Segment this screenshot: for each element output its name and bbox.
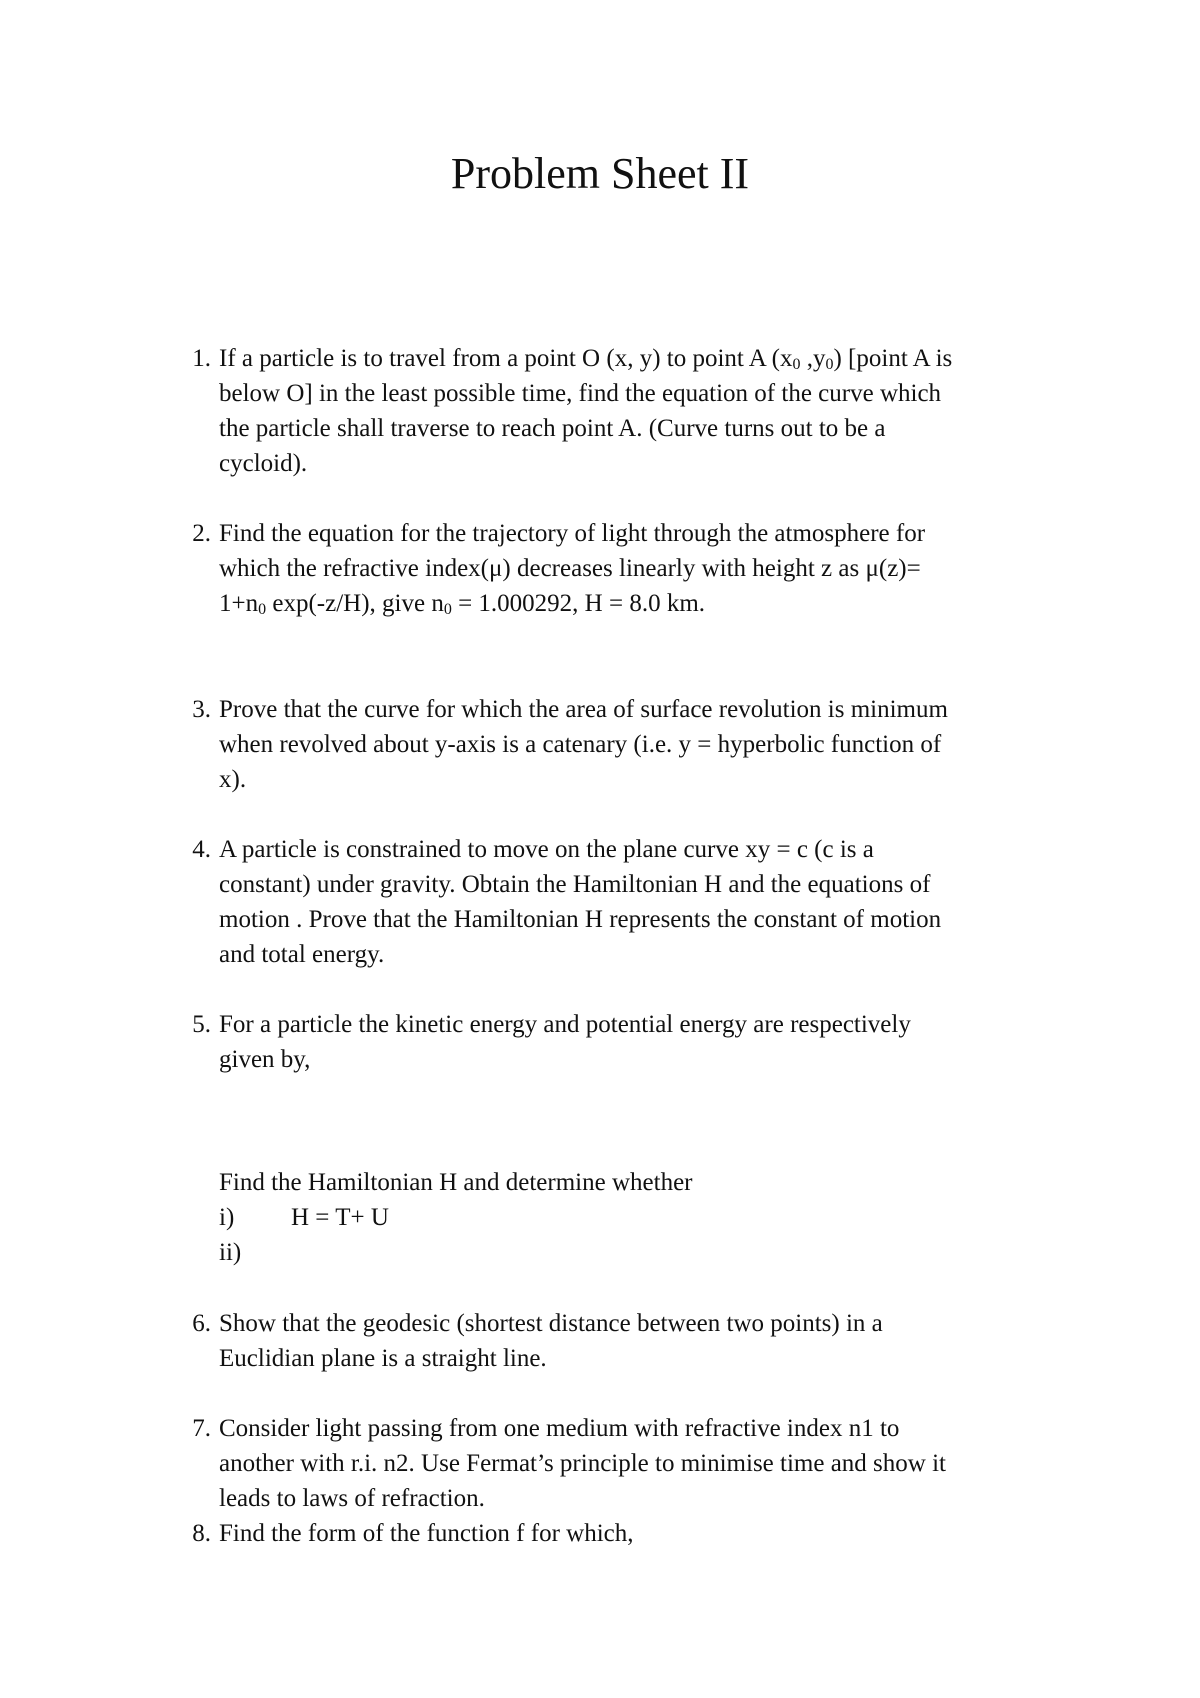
problem-line: Consider light passing from one medium with refractive index n1 to [219,1415,900,1442]
problem-line: leads to laws of refraction. [219,1485,485,1512]
problem-text [219,832,1079,972]
problem-line: A particle is constrained to move on the plane curve xy = c (c is a [219,836,874,863]
problem-number: 3. [192,696,211,723]
part-label: i) [219,1204,235,1231]
problem-line: x). [219,766,247,793]
problem-line: Show that the geodesic (shortest distance between two points) in a [219,1310,883,1337]
problem-number: 2. [192,520,211,547]
problem-text [219,1411,1079,1516]
problem-number: 6. [192,1310,211,1337]
problem-number: 7. [192,1415,211,1442]
problem-line: Find the equation for the trajectory of light through the atmosphere for [219,520,926,547]
problem-line: $1+n_0$ exp(-z/H), give $n_0 = 1.000292$, H = 8.0 km. [219,590,706,618]
problem-5-followup [219,1165,819,1270]
problem-number: 5. [192,1011,211,1038]
problem-line: Prove that the curve for which the area of surface revolution is minimum [219,696,948,723]
page-title: Problem Sheet II [450,149,750,198]
problem-number: 4. [192,836,211,863]
problem-line: given by, [219,1046,311,1073]
problem-line: when revolved about y-axis is a catenary (i.e. y = hyperbolic function of [219,731,942,758]
problem-text [219,1516,1079,1551]
followup-part [219,1200,819,1235]
problem-line: cycloid). [219,450,308,477]
problem-line: constant) under gravity. Obtain the Hamiltonian H and the equations of [219,871,931,898]
problem-text [219,1306,1079,1376]
problem-text [219,341,1079,481]
problem-number: 1. [192,345,211,372]
problem-line: If a particle is to travel from a point O (x, y) to point A ($x_0$ $,y_0$) [point A is [219,345,953,373]
problem-text [219,692,1079,797]
problem-line: motion . Prove that the Hamiltonian H represents the constant of motion [219,906,942,933]
problem-line: For a particle the kinetic energy and potential energy are respectively [219,1011,911,1038]
problem-line: Euclidian plane is a straight line. [219,1345,547,1372]
problem-line: the particle shall traverse to reach point A. (Curve turns out to be a [219,415,886,442]
problem-line: Find the form of the function f for which, [219,1520,634,1547]
part-text: H = T+ U [291,1204,389,1231]
problem-line: which the refractive index(μ) decreases linearly with height z as μ(z)= [219,555,921,582]
followup-intro: Find the Hamiltonian H and determine whether [219,1169,693,1196]
problem-text [219,1007,1079,1077]
problem-line: another with r.i. n2. Use Fermat’s principle to minimise time and show it [219,1450,946,1477]
problem-number: 8. [192,1520,211,1547]
followup-part [219,1235,819,1270]
problem-line: below O] in the least possible time, find the equation of the curve which [219,380,942,407]
problem-line: and total energy. [219,941,385,968]
part-label: ii) [219,1239,242,1266]
problem-text [219,516,1079,621]
